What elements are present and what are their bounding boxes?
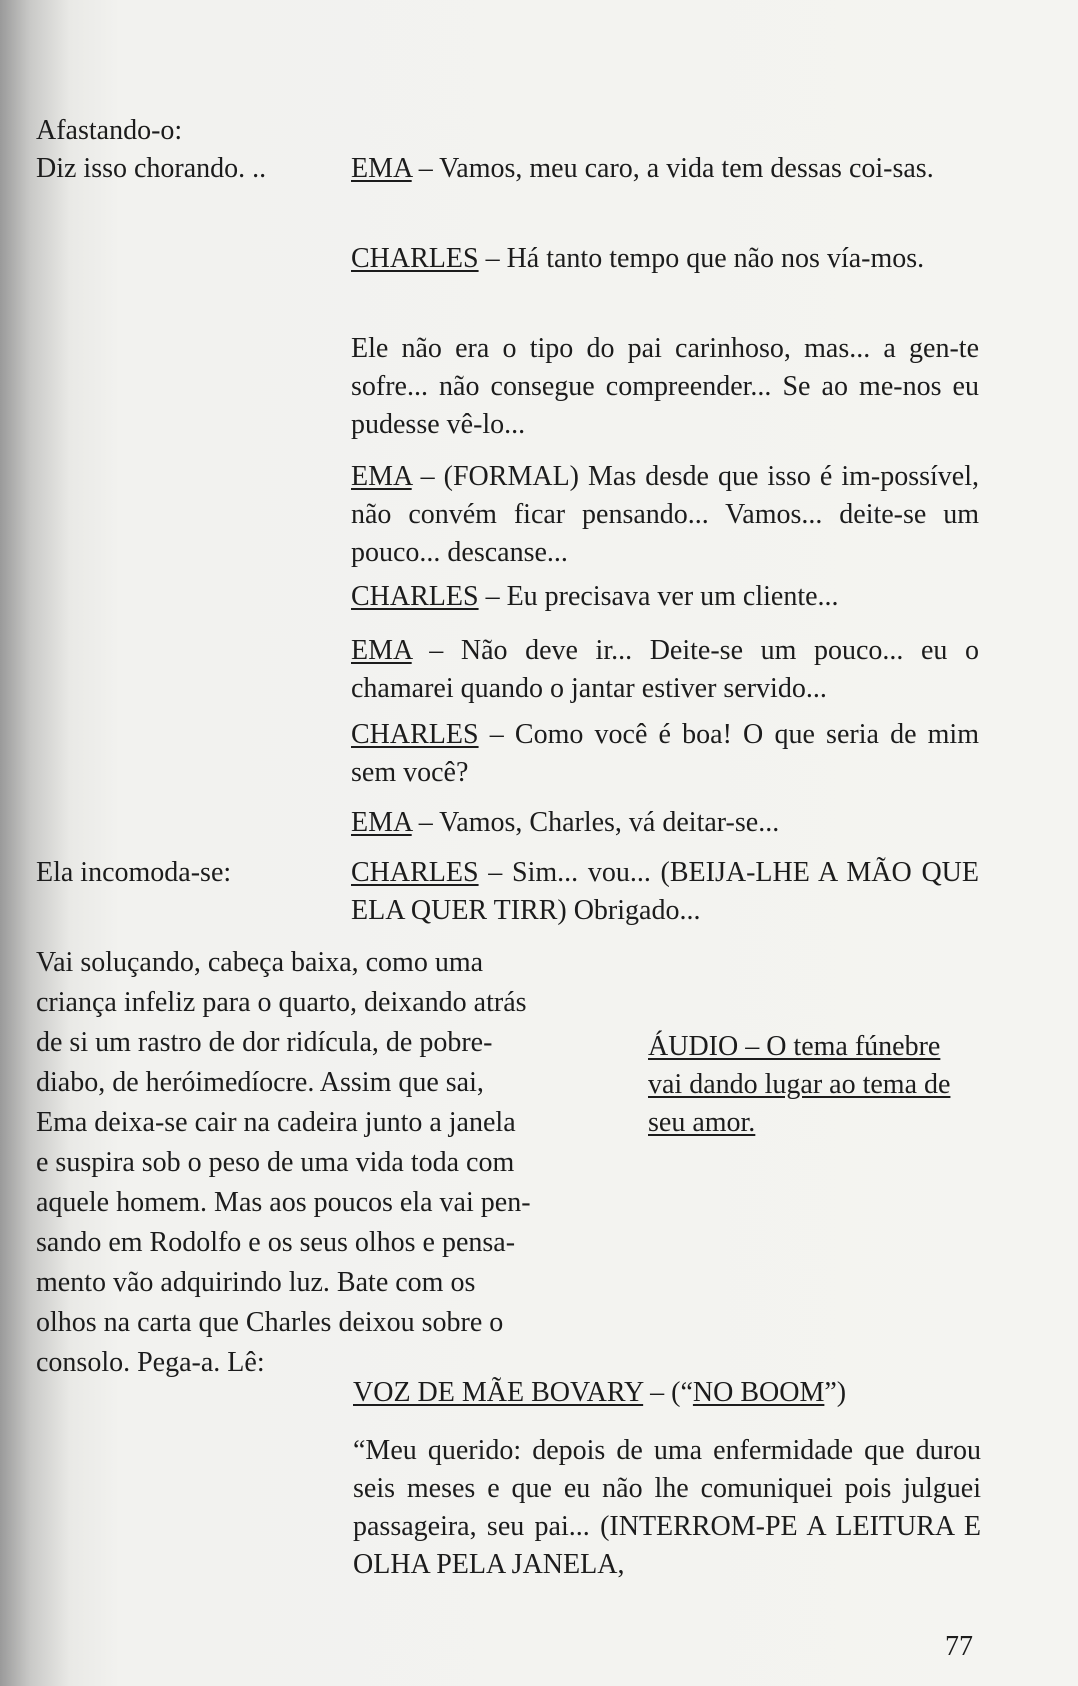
dialogue-line-charles-2: Ele não era o tipo do pai carinhoso, mas... a gen-te sofre... não consegue compreender... Se ao me-nos eu pudesse vê-lo...	[351, 333, 979, 440]
narrative-line: mento vão adquirindo luz. Bate com os	[36, 1267, 476, 1298]
dialogue-line-charles-1	[351, 240, 979, 278]
dialogue-line-charles-4	[351, 716, 979, 792]
dialogue-line-charles-5	[351, 854, 979, 930]
voice-cue: NO BOOM	[692, 1377, 825, 1408]
dialogue-text: – (FORMAL) Mas desde que isso é im-possível, não convém ficar pensando... Vamos... deite-se um pouco... descanse...	[351, 461, 979, 568]
dialogue-line-ema-3	[351, 632, 979, 708]
stage-note-incomoda: Ela incomoda-se:	[36, 857, 232, 888]
narrative-line: criança infeliz para o quarto, deixando atrás	[36, 987, 527, 1018]
narrative-line: olhos na carta que Charles deixou sobre o	[36, 1307, 504, 1338]
narrative-line: diabo, de heróimedíocre. Assim que sai,	[36, 1067, 484, 1098]
speaker-name: CHARLES	[351, 857, 479, 888]
speaker-name: EMA	[351, 461, 412, 492]
dialogue-line-ema-2	[351, 458, 979, 572]
dialogue-line-ema-1	[351, 150, 979, 188]
letter-text: “Meu querido: depois de uma enfermidade que durou seis meses e que eu não lhe comuniquei pois julguei passageira, seu pai... (INTERROM-PE A LEITURA E OLHA PELA JANELA,	[353, 1435, 981, 1580]
speaker-name: EMA	[351, 635, 412, 666]
narrative-line: de si um rastro de dor ridícula, de pobre-	[36, 1027, 493, 1058]
narrative-line: Vai soluçando, cabeça baixa, como uma	[36, 947, 484, 978]
dialogue-text: – Não deve ir... Deite-se um pouco... eu o chamarei quando o jantar estiver servido...	[351, 635, 979, 704]
narrative-line: e suspira sob o peso de uma vida toda com	[36, 1147, 515, 1178]
narrative-line: aquele homem. Mas aos poucos ela vai pen-	[36, 1187, 531, 1218]
narrative-line: consolo. Pega-a. Lê:	[36, 1347, 265, 1378]
speaker-name: VOZ DE MÃE BOVARY	[353, 1377, 644, 1408]
voice-close: ”)	[824, 1377, 847, 1408]
speaker-name: CHARLES	[351, 243, 479, 274]
voice-speaker-line	[353, 1374, 846, 1412]
dialogue-text: – Vamos, Charles, vá deitar-se...	[411, 807, 780, 838]
dialogue-text: – Vamos, meu caro, a vida tem dessas coi-sas.	[411, 153, 934, 184]
audio-cue-line: vai dando lugar ao tema de	[648, 1069, 951, 1100]
page-number: 77	[945, 1631, 973, 1662]
dialogue-text: – Sim... vou... (BEIJA-LHE A MÃO QUE ELA QUER TIRR) Obrigado...	[351, 857, 979, 926]
speaker-name: CHARLES	[351, 581, 479, 612]
stage-note-chorando: Diz isso chorando. ..	[36, 153, 267, 184]
speaker-name: EMA	[351, 153, 412, 184]
dialogue-text: – Eu precisava ver um cliente...	[478, 581, 839, 612]
dialogue-line-ema-4	[351, 804, 979, 842]
dialogue-text: – Como você é boa! O que seria de mim sem você?	[351, 719, 979, 788]
audio-cue-line: ÁUDIO – O tema fúnebre	[648, 1031, 941, 1062]
dialogue-text: – Há tanto tempo que não nos vía-mos.	[478, 243, 925, 274]
dialogue-line-charles-3	[351, 578, 979, 616]
voice-dash: – (“	[643, 1377, 693, 1408]
speaker-name: CHARLES	[351, 719, 479, 750]
narrative-line: Ema deixa-se cair na cadeira junto a janela	[36, 1107, 516, 1138]
narrative-line: sando em Rodolfo e os seus olhos e pensa-	[36, 1227, 516, 1258]
stage-note-afastando: Afastando-o:	[36, 115, 183, 146]
audio-cue-line: seu amor.	[648, 1107, 756, 1138]
speaker-name: EMA	[351, 807, 412, 838]
